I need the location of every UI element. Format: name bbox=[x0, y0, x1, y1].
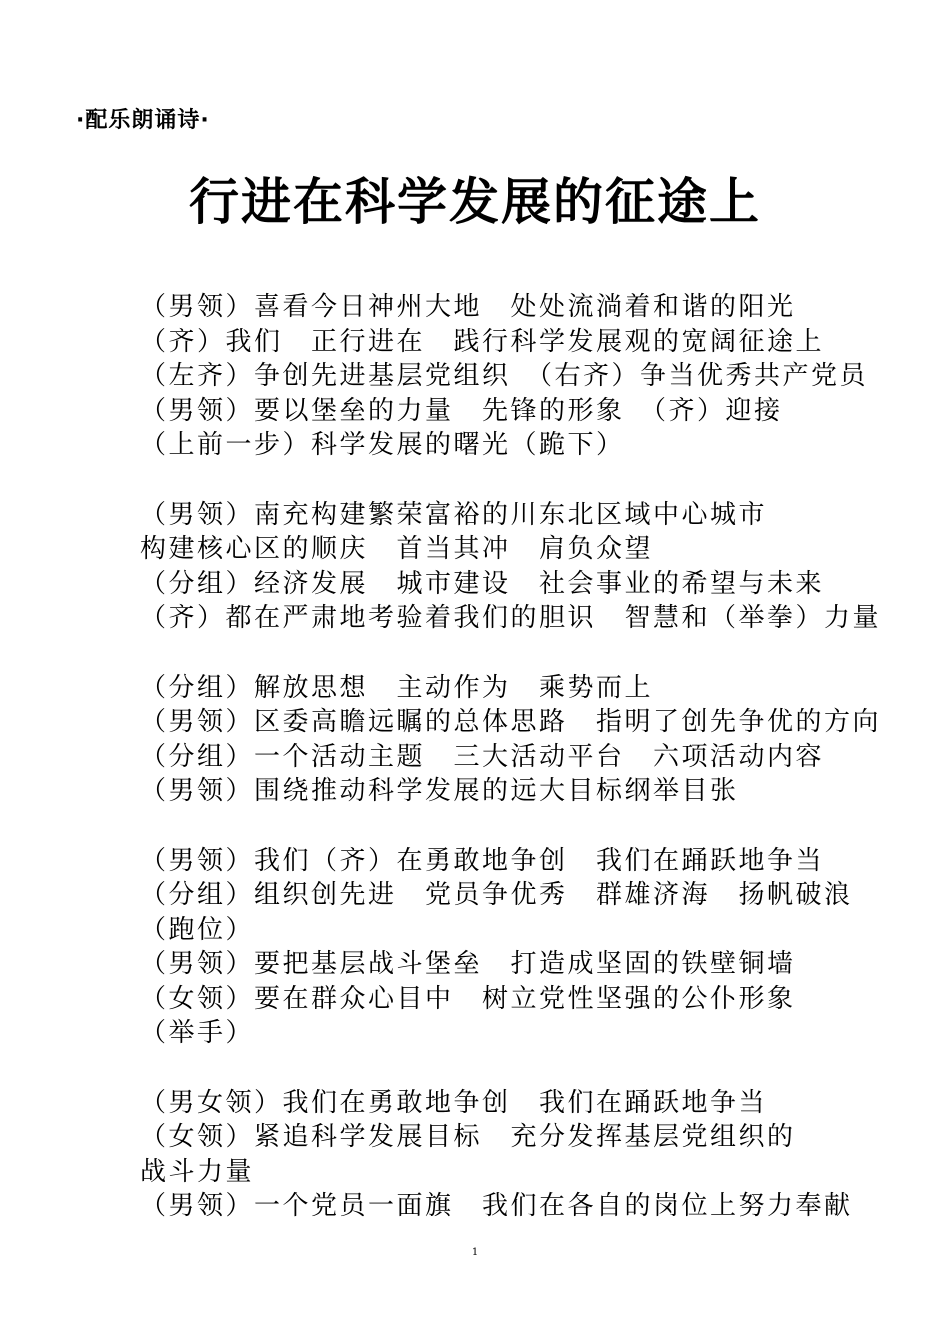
poem-line: （男领）喜看今日神州大地 处处流淌着和谐的阳光 bbox=[140, 292, 796, 322]
poem-line: 战斗力量 bbox=[140, 1156, 255, 1187]
stanza-gap bbox=[140, 1051, 930, 1086]
poem-line: （分组）经济发展 城市建设 社会事业的希望与未来 bbox=[140, 568, 825, 599]
stanza-5 bbox=[140, 1086, 930, 1224]
poem-line: （齐）都在严肃地考验着我们的胆识 智慧和（举拳）力量 bbox=[140, 603, 882, 634]
poem-line: （齐）我们 正行进在 践行科学发展观的宽阔征途上 bbox=[140, 326, 825, 357]
stanza-gap bbox=[140, 463, 930, 498]
poem-line: （女领）要在群众心目中 树立党性坚强的公仆形象 bbox=[140, 983, 796, 1014]
stanza-3 bbox=[140, 671, 930, 809]
poem-line: （男领）一个党员一面旗 我们在各自的岗位上努力奉献 bbox=[140, 1191, 853, 1222]
poem-line: （男领）南充构建繁荣富裕的川东北区域中心城市 bbox=[140, 499, 768, 530]
poem-line: （男领）要把基层战斗堡垒 打造成坚固的铁壁铜墙 bbox=[140, 949, 796, 980]
stanza-1 bbox=[140, 290, 930, 463]
page-title: 行进在科学发展的征途上 bbox=[189, 173, 761, 231]
poem-line: （分组）一个活动主题 三大活动平台 六项活动内容 bbox=[140, 741, 825, 772]
poem-line: （分组）解放思想 主动作为 乘势而上 bbox=[140, 672, 654, 703]
poem-line: （分组）组织创先进 党员争优秀 群雄济海 扬帆破浪 bbox=[140, 880, 853, 911]
subtitle: ·配乐朗诵诗· bbox=[76, 108, 210, 133]
stanza-gap bbox=[140, 809, 930, 844]
poem-line: （左齐）争创先进基层党组织 （右齐）争当优秀共产党员 bbox=[140, 361, 869, 392]
page-number: 1 bbox=[471, 1247, 479, 1258]
stanza-gap bbox=[140, 636, 930, 671]
poem-line: （举手） bbox=[140, 1018, 255, 1049]
poem-line: （男领）要以堡垒的力量 先锋的形象 （齐）迎接 bbox=[140, 395, 783, 426]
poem-line: （上前一步）科学发展的曙光（跪下） bbox=[140, 430, 625, 461]
poem-line: （男女领）我们在勇敢地争创 我们在踊跃地争当 bbox=[140, 1087, 768, 1118]
poem-line: （男领）我们（齐）在勇敢地争创 我们在踊跃地争当 bbox=[140, 845, 825, 876]
poem-line: （男领）区委高瞻远瞩的总体思路 指明了创先争优的方向 bbox=[140, 707, 882, 738]
poem-body bbox=[140, 290, 930, 1224]
poem-line: （跑位） bbox=[140, 914, 255, 945]
stanza-4 bbox=[140, 844, 930, 1052]
poem-line: （男领）围绕推动科学发展的远大目标纲举目张 bbox=[140, 776, 739, 807]
poem-line: 构建核心区的顺庆 首当其冲 肩负众望 bbox=[140, 534, 654, 565]
poem-line: （女领）紧追科学发展目标 充分发挥基层党组织的 bbox=[140, 1122, 796, 1153]
stanza-2 bbox=[140, 498, 930, 636]
